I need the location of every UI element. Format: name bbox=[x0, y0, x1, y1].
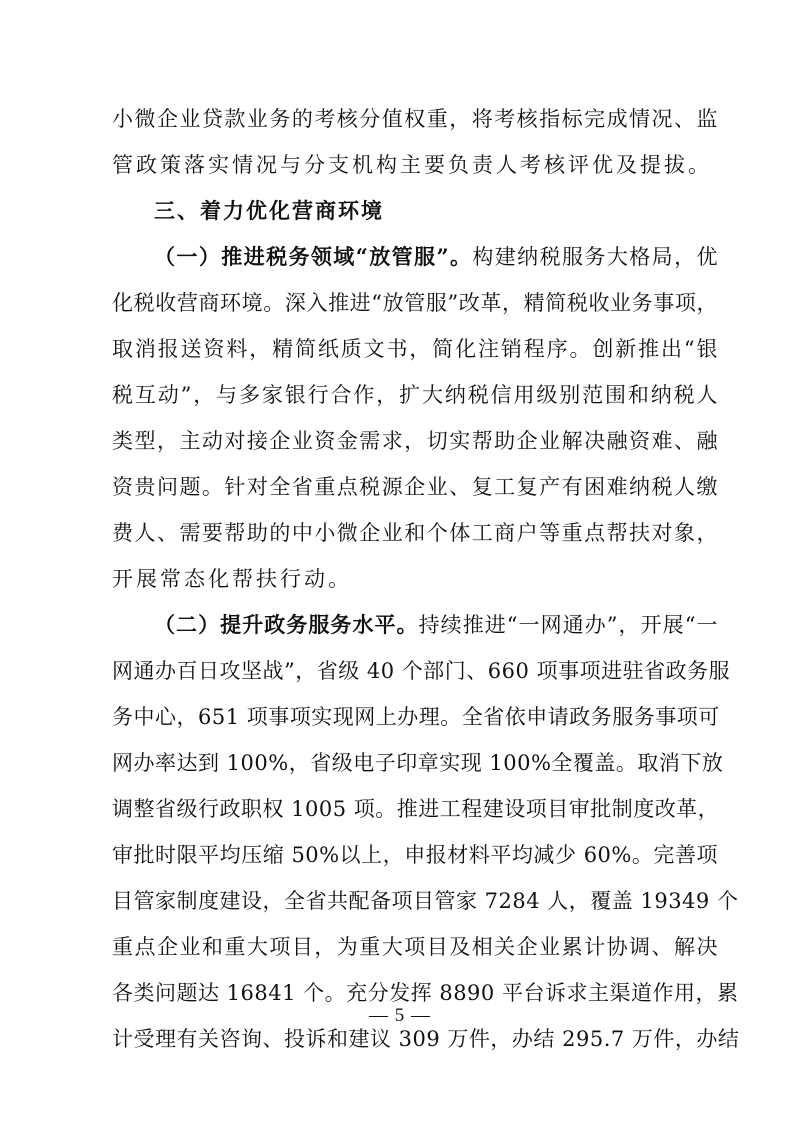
text-line: 网办率达到 100%，省级电子印章实现 100%全覆盖。取消下放 bbox=[112, 751, 724, 775]
text-line: 目管家制度建设，全省共配备项目管家 7284 人，覆盖 19349 个 bbox=[112, 889, 739, 913]
text-line: 资贵问题。针对全省重点税源企业、复工复产有困难纳税人缴 bbox=[112, 475, 718, 499]
text-line: 审批时限平均压缩 50%以上，申报材料平均减少 60%。完善项 bbox=[112, 843, 718, 867]
text-line: 务中心，651 项事项实现网上办理。全省依申请政务服务事项可 bbox=[112, 705, 720, 729]
paragraph-1-lead: （一）推进税务领域“放管服”。 bbox=[154, 244, 473, 269]
section-heading: 三、着力优化营商环境 bbox=[154, 199, 384, 223]
page-number: — 5 — bbox=[369, 1005, 431, 1026]
paragraph-2-first-line bbox=[112, 602, 718, 648]
text-line: 开展常态化帮扶行动。 bbox=[112, 567, 352, 591]
text-line: 类型，主动对接企业资金需求，切实帮助企业解决融资难、融 bbox=[112, 429, 718, 453]
paragraph-1-first-line bbox=[112, 234, 718, 280]
text-line: 化税收营商环境。深入推进“放管服”改革，精简税收业务事项， bbox=[112, 291, 718, 315]
text-line: 税互动”，与多家银行合作，扩大纳税信用级别范围和纳税人 bbox=[112, 383, 718, 407]
paragraph-2-lead: （二）提升政务服务水平。 bbox=[154, 612, 419, 637]
text-line: 计受理有关咨询、投诉和建议 309 万件，办结 295.7 万件，办结 bbox=[112, 1027, 740, 1051]
text-line: 小微企业贷款业务的考核分值权重，将考核指标完成情况、监 bbox=[112, 107, 718, 131]
text-line: 取消报送资料，精简纸质文书，简化注销程序。创新推出“银 bbox=[112, 337, 718, 361]
text-line: 重点企业和重大项目，为重大项目及相关企业累计协调、解决 bbox=[112, 935, 718, 959]
text-line: 网通办百日攻坚战”，省级 40 个部门、660 项事项进驻省政务服 bbox=[112, 659, 731, 683]
text-line: 管政策落实情况与分支机构主要负责人考核评优及提拔。 bbox=[112, 153, 712, 177]
text-line: 各类问题达 16841 个。充分发挥 8890 平台诉求主渠道作用，累 bbox=[112, 981, 739, 1005]
text-line: 费人、需要帮助的中小微企业和个体工商户等重点帮扶对象， bbox=[112, 521, 718, 545]
paragraph-1-first-rest: 构建纳税服务大格局，优 bbox=[472, 245, 718, 269]
document-body bbox=[112, 96, 740, 1062]
text-line: 调整省级行政职权 1005 项。推进工程建设项目审批制度改革， bbox=[112, 797, 720, 821]
paragraph-2-first-rest: 持续推进“一网通办”，开展“一 bbox=[418, 613, 718, 637]
